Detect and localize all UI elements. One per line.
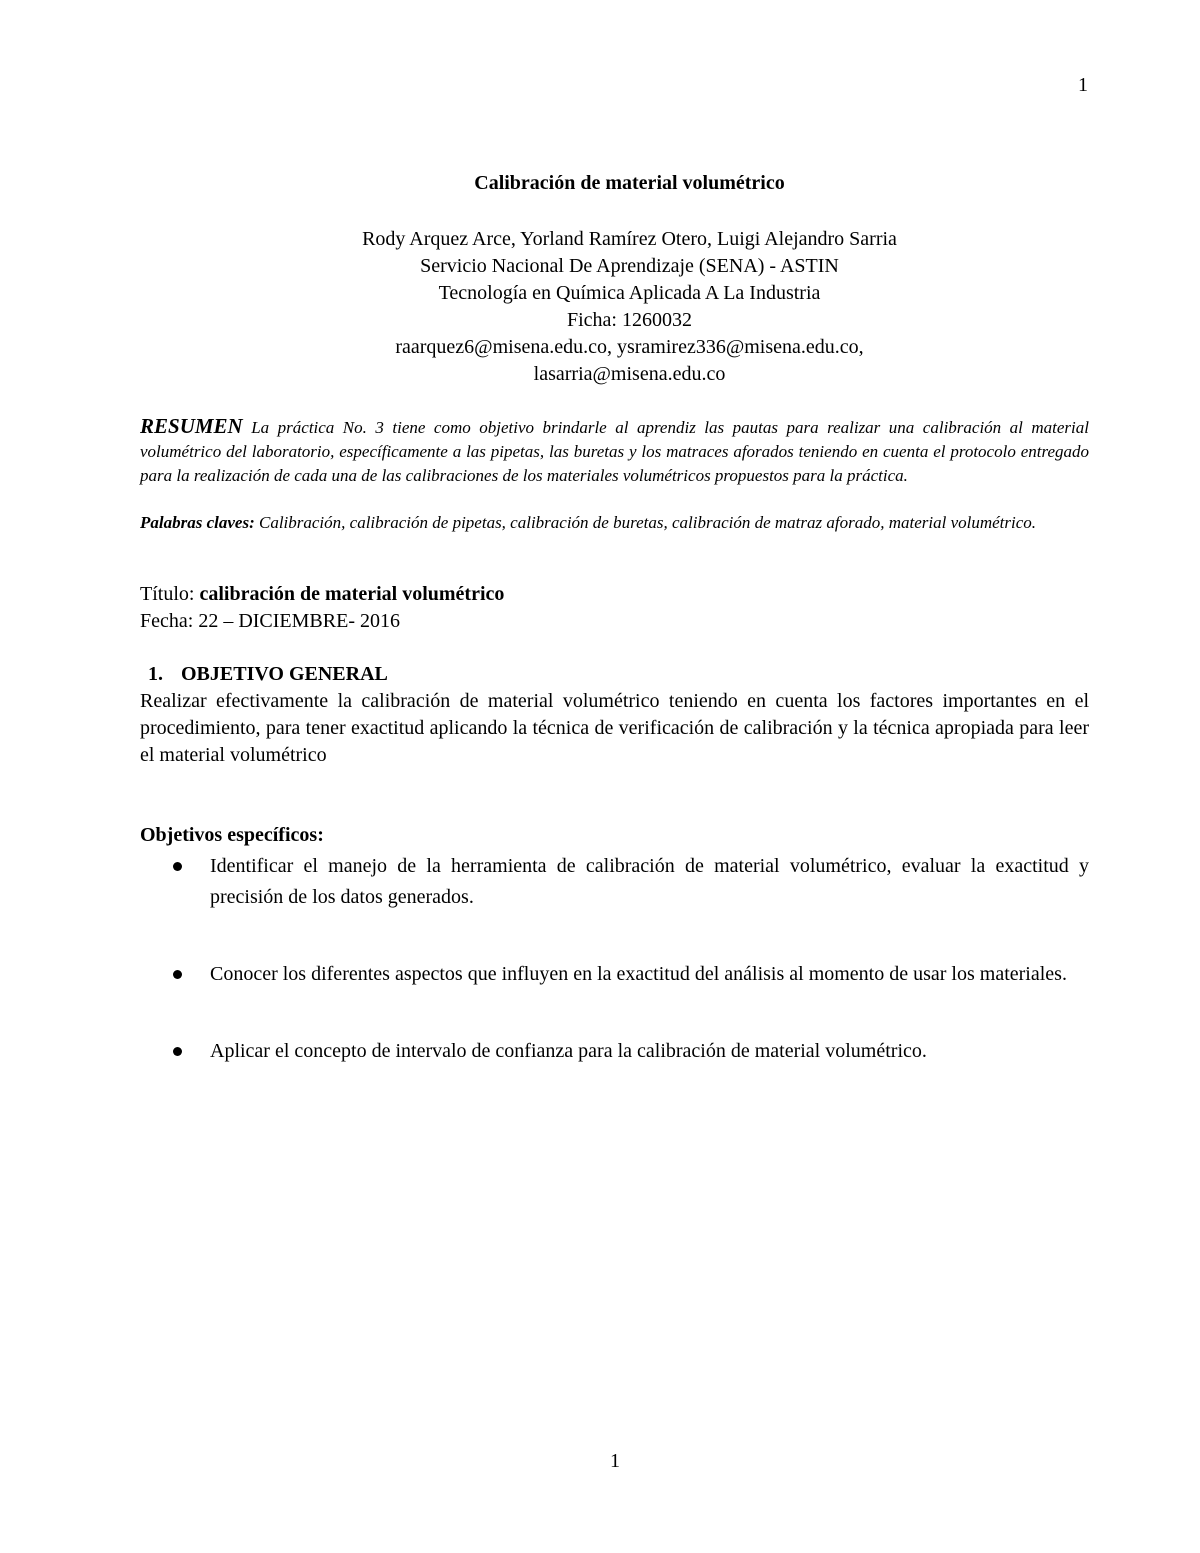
specific-objectives-heading: Objetivos específicos: [140, 824, 324, 846]
document-content [140, 166, 1089, 1113]
document-title: Calibración de material volumétrico [474, 172, 785, 194]
emails-line-1: raarquez6@misena.edu.co, ysramirez336@misena.edu.co, [395, 336, 864, 358]
meta-block [140, 581, 1089, 635]
section-title: OBJETIVO GENERAL [181, 663, 388, 685]
abstract-paragraph [140, 414, 1089, 488]
author-block [140, 226, 1089, 388]
objective-text: Aplicar el concepto de intervalo de confianza para la calibración de material volumétrico. [210, 1040, 927, 1062]
list-item [140, 1036, 1089, 1067]
general-objective-heading [140, 661, 1089, 688]
specific-objectives-list [140, 851, 1089, 1067]
section-number: 1. [148, 663, 163, 685]
footer-page-number: 1 [610, 1450, 620, 1472]
objective-text: Conocer los diferentes aspectos que influyen en la exactitud del análisis al momento de usar los materiales. [210, 963, 1067, 985]
meta-date-label: Fecha: [140, 610, 194, 632]
list-item [140, 959, 1089, 990]
authors-line: Rody Arquez Arce, Yorland Ramírez Otero, Luigi Alejandro Sarria [362, 228, 897, 250]
meta-title-line [140, 581, 1089, 608]
emails-line-2: lasarria@misena.edu.co [533, 363, 726, 385]
abstract-text: La práctica No. 3 tiene como objetivo brindarle al aprendiz las pautas para realizar una calibración al material volumétrico del laboratorio, específicamente a las pipetas, las buretas y los matraces aforados teniendo en cuenta el protocolo entregado para la realización de cada una de las calibraciones de los materiales volumétricos propuestos para la práctica. [140, 418, 1089, 485]
meta-title-label: Título: [140, 583, 195, 605]
meta-title-value: calibración de material volumétrico [199, 583, 505, 605]
keywords-paragraph [140, 510, 1089, 535]
bullet-icon [173, 1047, 182, 1056]
general-objective-text: Realizar efectivamente la calibración de material volumétrico teniendo en cuenta los factores importantes en el procedimiento, para tener exactitud aplicando la técnica de verificación de calibración y la técnica apropiada para leer el material volumétrico [140, 690, 1089, 766]
ficha-line: Ficha: 1260032 [567, 309, 692, 331]
bullet-icon [173, 862, 182, 871]
objective-text: Identificar el manejo de la herramienta de calibración de material volumétrico, evaluar la exactitud y precisión de los datos generados. [210, 855, 1089, 908]
header-page-number: 1 [1078, 74, 1088, 96]
keywords-label: Palabras claves: [140, 513, 255, 532]
institution-line: Servicio Nacional De Aprendizaje (SENA) - ASTIN [420, 255, 839, 277]
meta-date-value: 22 – DICIEMBRE- 2016 [198, 610, 400, 632]
abstract-label: RESUMEN [140, 414, 243, 438]
list-item [140, 851, 1089, 913]
meta-date-line [140, 608, 1089, 635]
bullet-icon [173, 970, 182, 979]
program-line: Tecnología en Química Aplicada A La Industria [438, 282, 821, 304]
keywords-text: Calibración, calibración de pipetas, calibración de buretas, calibración de matraz aforado, material volumétrico. [258, 513, 1037, 532]
